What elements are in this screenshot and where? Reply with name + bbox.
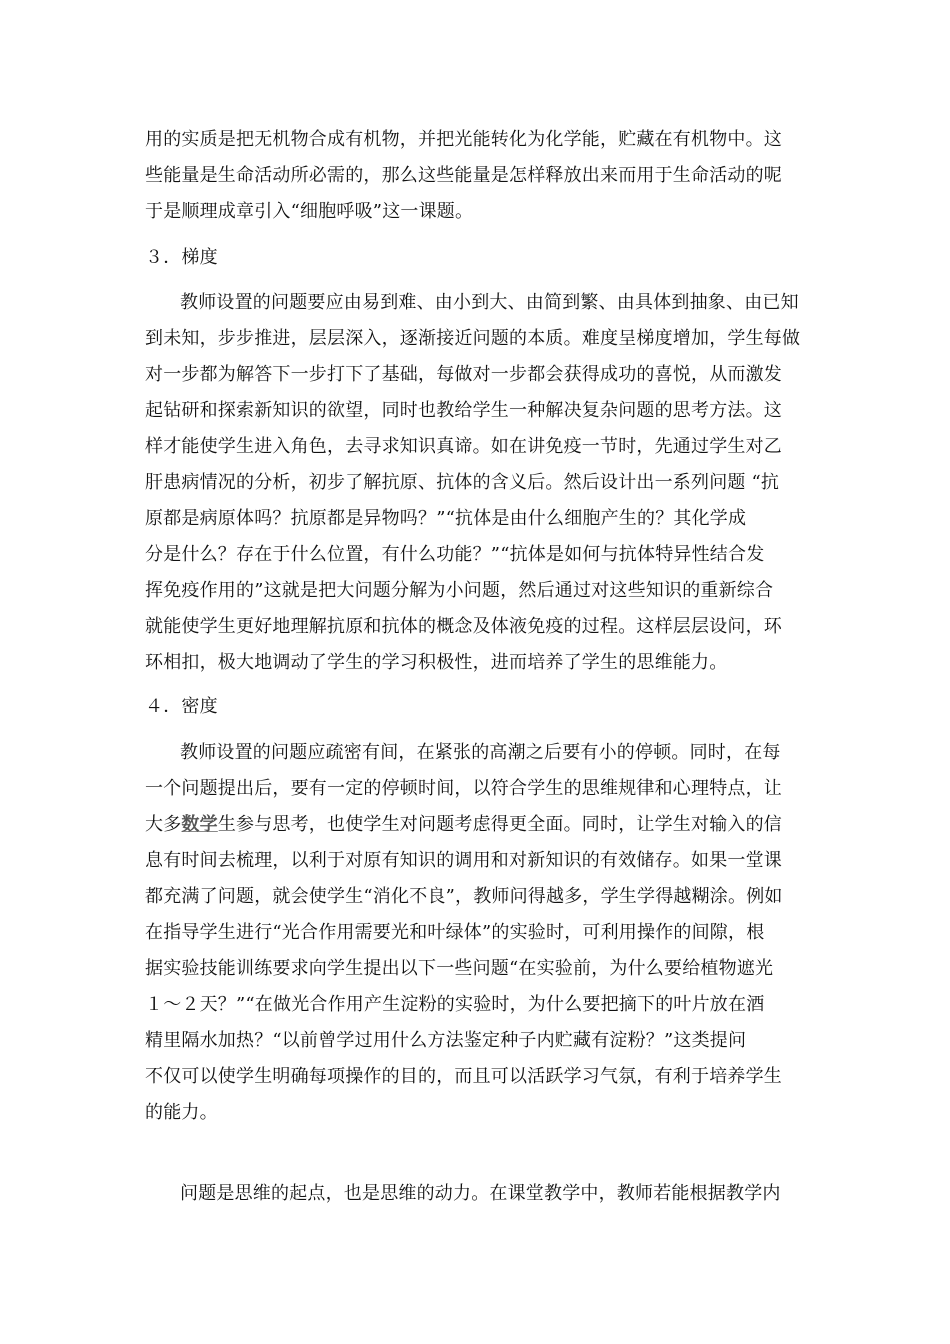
- paragraph-2-line-8: 分是什么？存在于什么位置，有什么功能？”“抗体是如何与抗体特异性结合发: [145, 544, 765, 565]
- paragraph-2-line-9: 挥免疫作用的”这就是把大问题分解为小问题，然后通过对这些知识的重新综合: [145, 580, 774, 601]
- section-heading-density: ４．密度: [145, 696, 218, 717]
- paragraph-2-line-5: 样才能使学生进入角色，去寻求知识真谛。如在讲免疫一节时，先通过学生对乙: [145, 436, 782, 457]
- paragraph-2-line-3: 对一步都为解答下一步打下了基础，每做对一步都会获得成功的喜悦，从而激发: [145, 364, 782, 385]
- paragraph-3-line-8: １～２天？”“在做光合作用产生淀粉的实验时，为什么要把摘下的叶片放在酒: [145, 994, 765, 1015]
- paragraph-3-line-7: 据实验技能训练要求向学生提出以下一些问题“在实验前，为什么要给植物遮光: [145, 958, 774, 979]
- math-link[interactable]: 数学: [181, 814, 218, 835]
- paragraph-3-line-5: 都充满了问题，就会使学生“消化不良”，教师问得越多，学生学得越糊涂。例如: [145, 886, 783, 907]
- paragraph-3-line-11: 的能力。: [145, 1102, 218, 1123]
- paragraph-1-line-1: 用的实质是把无机物合成有机物，并把光能转化为化学能，贮藏在有机物中。这: [145, 129, 782, 150]
- paragraph-4-line-1: 问题是思维的起点，也是思维的动力。在课堂教学中，教师若能根据教学内: [180, 1183, 781, 1204]
- paragraph-3-line-3-prefix: 大多: [145, 814, 182, 835]
- paragraph-3-line-10: 不仅可以使学生明确每项操作的目的，而且可以活跃学习气氛，有利于培养学生: [145, 1066, 782, 1087]
- paragraph-1-line-3: 于是顺理成章引入“细胞呼吸”这一课题。: [145, 201, 474, 222]
- paragraph-3-line-1: 教师设置的问题应疏密有间，在紧张的高潮之后要有小的停顿。同时，在每: [180, 742, 781, 763]
- paragraph-3-line-3: [145, 813, 782, 837]
- paragraph-3-line-2: 一个问题提出后，要有一定的停顿时间，以符合学生的思维规律和心理特点，让: [145, 778, 782, 799]
- paragraph-2-line-7: 原都是病原体吗？抗原都是异物吗？”“抗体是由什么细胞产生的？其化学成: [145, 508, 747, 529]
- paragraph-2-line-10: 就能使学生更好地理解抗原和抗体的概念及体液免疫的过程。这样层层设问，环: [145, 616, 782, 637]
- paragraph-3-line-9: 精里隔水加热？“以前曾学过用什么方法鉴定种子内贮藏有淀粉？”这类提问: [145, 1030, 747, 1051]
- paragraph-2-line-11: 环相扣，极大地调动了学生的学习积极性，进而培养了学生的思维能力。: [145, 652, 728, 673]
- paragraph-2-line-4: 起钻研和探索新知识的欲望，同时也教给学生一种解决复杂问题的思考方法。这: [145, 400, 782, 421]
- paragraph-2-line-6: 肝患病情况的分析，初步了解抗原、抗体的含义后。然后设计出一系列问题 “抗: [145, 472, 780, 493]
- paragraph-3-line-3-suffix: 生参与思考，也使学生对问题考虑得更全面。同时，让学生对输入的信: [217, 814, 783, 835]
- paragraph-2-line-2: 到未知，步步推进，层层深入，逐渐接近问题的本质。难度呈梯度增加，学生每做: [145, 328, 801, 349]
- section-heading-gradient: ３．梯度: [145, 247, 218, 268]
- paragraph-1-line-2: 些能量是生命活动所必需的，那么这些能量是怎样释放出来而用于生命活动的呢: [145, 165, 782, 186]
- paragraph-3-line-4: 息有时间去梳理，以利于对原有知识的调用和对新知识的有效储存。如果一堂课: [145, 850, 782, 871]
- paragraph-2-line-1: 教师设置的问题要应由易到难、由小到大、由简到繁、由具体到抽象、由已知: [180, 292, 799, 313]
- paragraph-3-line-6: 在指导学生进行“光合作用需要光和叶绿体”的实验时，可利用操作的间隙，根: [145, 922, 765, 943]
